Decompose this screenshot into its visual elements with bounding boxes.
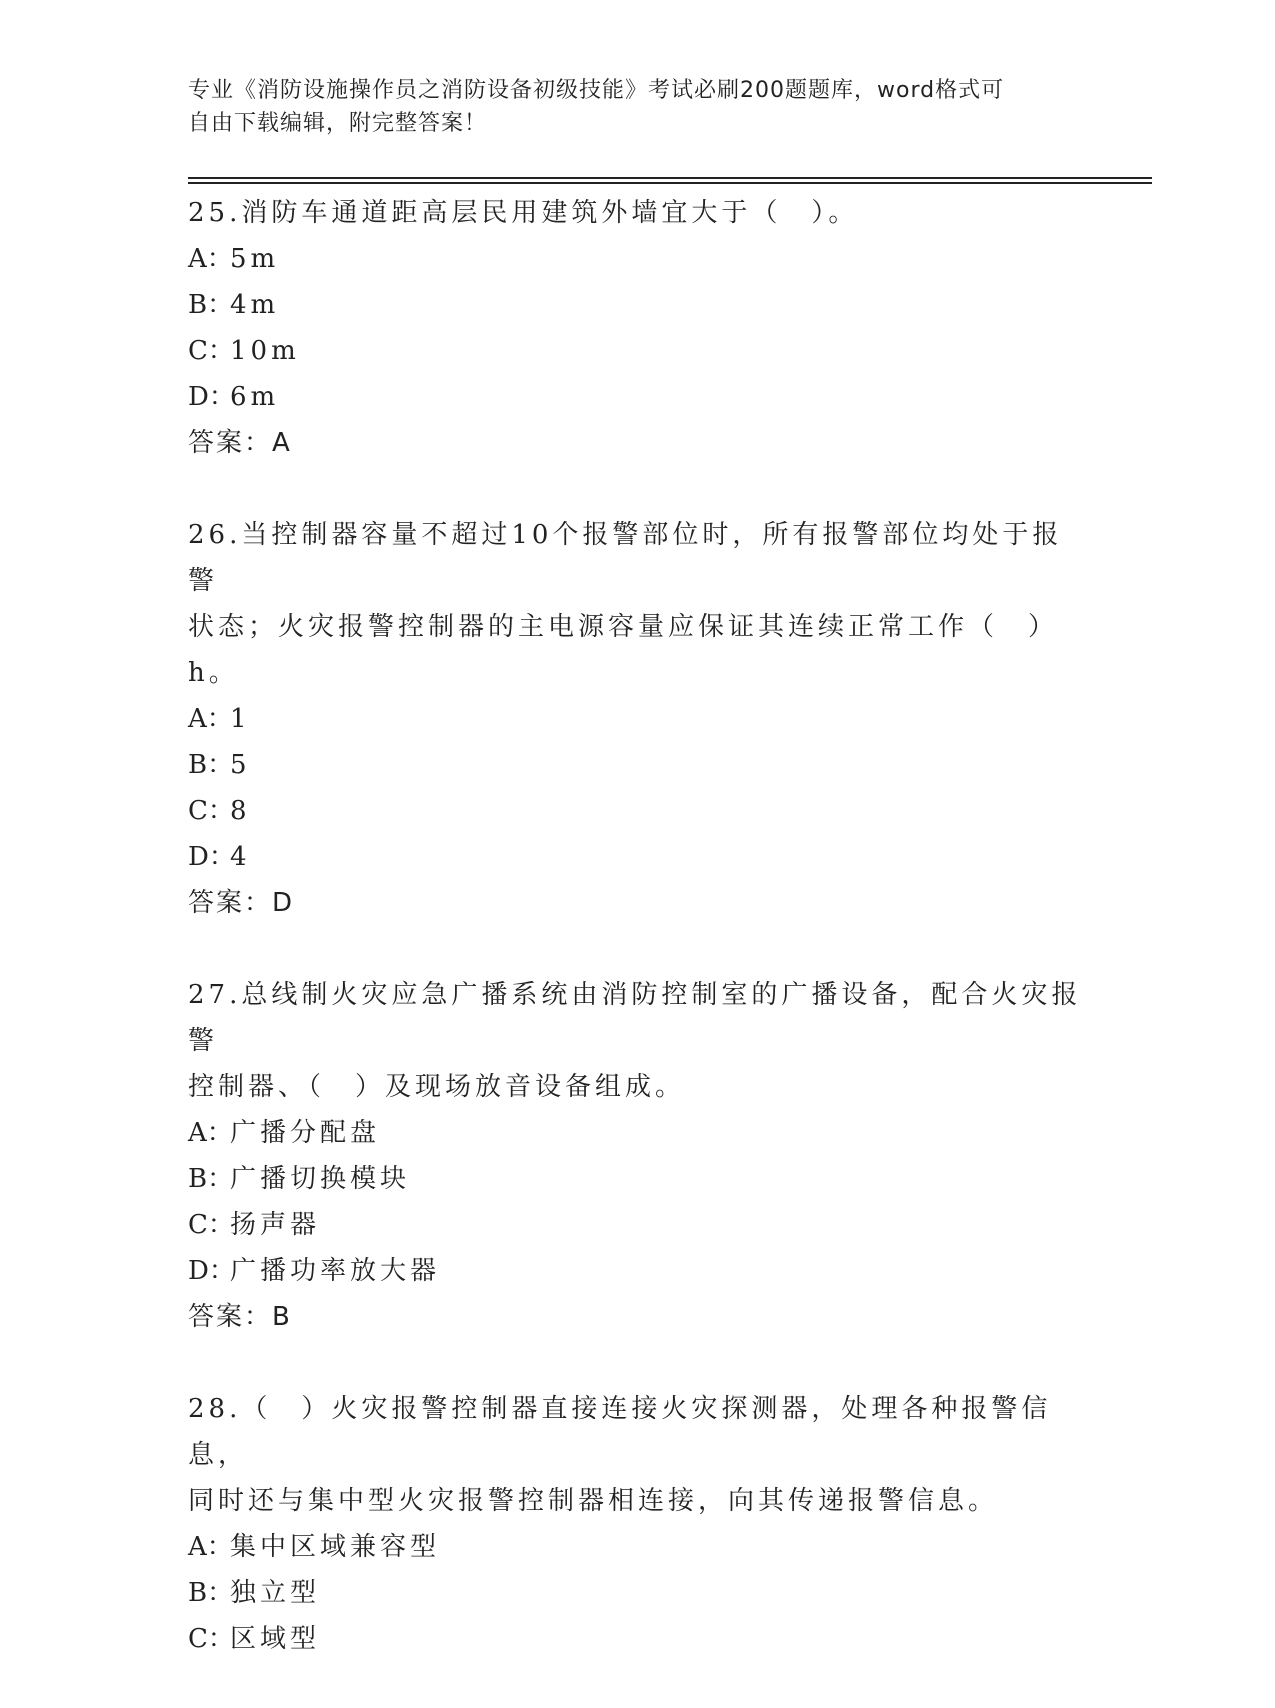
question-28: [188, 1386, 1088, 1662]
option-text: 扬声器: [230, 1210, 321, 1240]
option-b: [188, 282, 1088, 328]
option-a: [188, 1110, 1088, 1156]
option-text: 4: [230, 842, 251, 872]
question-25: [188, 190, 1088, 466]
option-b: [188, 1570, 1088, 1616]
question-stem: 状态；火灾报警控制器的主电源容量应保证其连续正常工作（ ）h。: [188, 612, 1059, 688]
option-key: B：: [188, 1578, 234, 1608]
question-list: [188, 190, 1088, 1708]
option-key: A：: [188, 244, 233, 274]
question-stem: 27.总线制火灾应急广播系统由消防控制室的广播设备，配合火灾报警: [188, 980, 1082, 1056]
option-text: 广播分配盘: [230, 1118, 381, 1148]
option-key: A：: [188, 1532, 233, 1562]
option-b: [188, 1156, 1088, 1202]
option-key: D：: [188, 1256, 235, 1286]
option-key: D：: [188, 382, 235, 412]
option-text: 5: [230, 750, 251, 780]
option-c: [188, 328, 1088, 374]
option-key: A：: [188, 1118, 233, 1148]
option-text: 6m: [230, 382, 280, 412]
option-text: 8: [230, 796, 251, 826]
question-stem: 25.消防车通道距高层民用建筑外墙宜大于（ ）。: [188, 198, 859, 228]
question-stem: 控制器、（ ）及现场放音设备组成。: [188, 1072, 686, 1102]
option-text: 10m: [230, 336, 300, 366]
option-key: B：: [188, 290, 234, 320]
option-text: 4m: [230, 290, 280, 320]
option-text: 广播功率放大器: [230, 1256, 441, 1286]
header-line-1: 专业《消防设施操作员之消防设备初级技能》考试必刷200题题库，word格式可: [188, 78, 1005, 103]
option-d: [188, 374, 1088, 420]
option-text: 区域型: [230, 1624, 321, 1654]
option-key: C：: [188, 1210, 234, 1240]
question-27: [188, 972, 1088, 1340]
option-key: B：: [188, 750, 234, 780]
answer-line: 答案：A: [188, 428, 292, 458]
option-key: C：: [188, 796, 234, 826]
header-line-2: 自由下载编辑，附完整答案！: [188, 111, 488, 136]
option-text: 1: [230, 704, 251, 734]
option-c: [188, 1616, 1088, 1662]
option-c: [188, 1202, 1088, 1248]
document-header: [188, 74, 1078, 140]
option-a: [188, 696, 1088, 742]
option-key: D：: [188, 842, 235, 872]
answer-line: 答案：B: [188, 1302, 292, 1332]
option-d: [188, 834, 1088, 880]
question-stem: 28.（ ）火灾报警控制器直接连接火灾探测器，处理各种报警信息，: [188, 1394, 1052, 1470]
answer-line: 答案：D: [188, 888, 295, 918]
option-key: A：: [188, 704, 233, 734]
option-b: [188, 742, 1088, 788]
header-divider-top: [188, 177, 1152, 179]
option-d: [188, 1248, 1088, 1294]
header-divider-bottom: [188, 182, 1152, 184]
option-key: C：: [188, 1624, 234, 1654]
option-a: [188, 1524, 1088, 1570]
question-stem: 同时还与集中型火灾报警控制器相连接，向其传递报警信息。: [188, 1486, 999, 1516]
option-c: [188, 788, 1088, 834]
option-text: 5m: [230, 244, 280, 274]
option-text: 广播切换模块: [230, 1164, 411, 1194]
option-key: B：: [188, 1164, 234, 1194]
option-text: 独立型: [230, 1578, 321, 1608]
option-text: 集中区域兼容型: [230, 1532, 441, 1562]
option-a: [188, 236, 1088, 282]
question-26: [188, 512, 1088, 926]
question-stem: 26.当控制器容量不超过10个报警部位时，所有报警部位均处于报警: [188, 520, 1063, 596]
option-key: C：: [188, 336, 234, 366]
